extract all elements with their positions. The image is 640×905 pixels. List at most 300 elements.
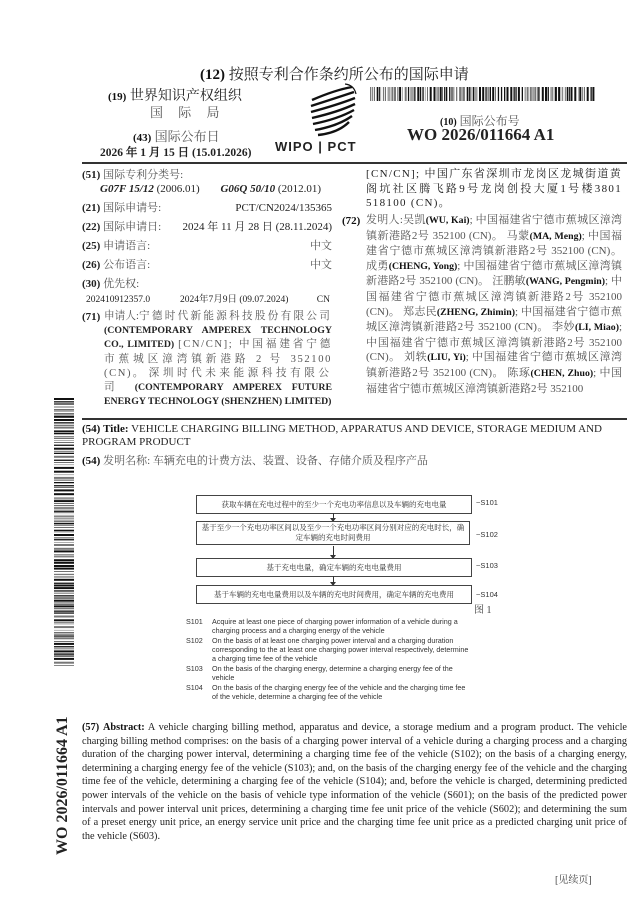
barcode-bar: [54, 565, 74, 567]
barcode-bar: [54, 532, 74, 533]
barcode-bar: [515, 87, 516, 101]
barcode-bar: [487, 87, 488, 101]
applicant-label: 申请人:: [104, 311, 139, 322]
barcode-bar: [427, 87, 428, 101]
legend-id: S104: [186, 683, 203, 692]
abstract: [82, 721, 627, 843]
barcode-bar: [54, 467, 74, 469]
barcode-bar: [420, 87, 421, 101]
barcode-bar: [54, 662, 74, 664]
barcode-bar: [402, 87, 403, 101]
legend-text: On the basis of the charging energy fee of the vehicle and the charging time fee of the vehicle, determine a charging fee of the vehicle: [212, 683, 466, 701]
appno-label: 国际申请号:: [103, 202, 162, 214]
abstract-code: (57): [82, 722, 100, 733]
barcode-bar: [561, 87, 562, 101]
barcode-bar: [54, 556, 74, 557]
barcode-bar: [54, 487, 74, 488]
inventor-label: 发明人:: [366, 214, 403, 226]
barcode-bar: [54, 448, 74, 450]
barcode-bar: [54, 515, 74, 516]
legend-id: S102: [186, 636, 203, 645]
barcode-bar: [54, 534, 74, 536]
title-english: [82, 423, 627, 449]
barcode-bar: [454, 87, 455, 101]
applicant-field: [82, 310, 332, 408]
barcode-bar: [54, 608, 74, 609]
barcode-bar: [54, 562, 74, 564]
barcode-bar: [54, 653, 74, 654]
barcode-bar: [54, 460, 74, 461]
applicant-address-2: [CN/CN]; 中国广东省深圳市龙岗区龙城街道黄阁坑社区腾飞路9号龙岗创投大厦1号楼3801 518100 (CN)。: [366, 168, 622, 210]
barcode-bar: [551, 87, 552, 101]
barcode-bar: [492, 87, 494, 101]
inventor-name-en: (WANG, Pengmin): [525, 276, 605, 288]
barcode-bar: [410, 87, 411, 101]
barcode-bar: [442, 87, 443, 101]
legend-id: S103: [186, 664, 203, 673]
barcode-bar: [54, 493, 74, 495]
barcode-bar: [54, 442, 74, 443]
barcode-bar: [54, 436, 74, 437]
bureau: 国 际 局: [150, 105, 226, 120]
barcode-bar: [504, 87, 505, 101]
inventor-address: ; 中国福建省宁德市蕉城区漳湾镇新港路2号 352100 (CN)。: [366, 229, 623, 258]
pub-lang-code: (26): [82, 259, 101, 271]
barcode-bar: [391, 87, 393, 101]
barcode-bar: [54, 650, 74, 652]
flow-step-s101: 获取车辆在充电过程中的至少一个充电功率信息以及车辆的充电电量: [196, 495, 472, 514]
barcode-bar: [54, 611, 74, 612]
barcode-bar: [475, 87, 476, 101]
title-en-text: VEHICLE CHARGING BILLING METHOD, APPARATUS AND DEVICE, STORAGE MEDIUM AND PROGRAM PRODUCT: [82, 423, 602, 448]
barcode-bar: [54, 516, 74, 517]
pubdate-code: (43): [133, 132, 152, 144]
header-divider: [82, 162, 627, 164]
continued-note: [见续页]: [555, 875, 592, 886]
barcode-bar: [54, 500, 74, 502]
flow-label-s102: ~S102: [476, 530, 498, 539]
barcode-bar: [54, 482, 74, 483]
flow-label-s101: ~S101: [476, 498, 498, 507]
barcode-bar: [437, 87, 438, 101]
barcode-bar: [54, 498, 74, 499]
inventor-address: ; 中国福建省宁德市蕉城区漳湾镇新港路2号 352100 (CN)。: [366, 305, 622, 334]
barcode-bar: [54, 403, 74, 404]
doc-type-text: 按照专利合作条约所公布的国际申请: [228, 67, 469, 83]
applicant-name-en-1: (CONTEMPORARY AMPEREX TECHNOLOGY CO., LIMITED): [104, 325, 332, 351]
barcode-bar: [444, 87, 445, 101]
inventor-name-zh: 李妙: [552, 321, 575, 334]
barcode-bar: [54, 630, 74, 631]
applicant-name-en-2: (CONTEMPORARY AMPEREX FUTURE ENERGY TECHNOLOGY (SHENZHEN) LIMITED): [104, 382, 332, 408]
ipc-2-version: (2012.01): [277, 183, 321, 195]
barcode-side-icon: [54, 398, 74, 666]
filing-language: 中文: [310, 240, 332, 252]
applicant-code: (71): [82, 311, 101, 323]
barcode-bar: [54, 579, 74, 581]
ipc-2: G06Q 50/10: [220, 183, 276, 195]
abstract-text: A vehicle charging billing method, apparatus and device, a storage medium and a program product. The vehicle charging billing method comprises: on the basis of a charging power interval of a vehicle during a charging process and a charging duration of the charging power interval, determining a charging time fee of the vehicle (S102); on the basis of a charging energy, determining a charging energy fee of the vehicle (S103); and, on the basis of the charging energy fee of the vehicle and the charging time fee of the vehicle, determining a charging fee of the vehicle (S104); and, before the vehicle is charged, determining predicted power intervals of the vehicle on the basis of vehicle type information of the vehicle (S601); on the basis of the predicted power intervals and power interval unit prices, determining a charging time fee unit price of the vehicle (S602); and determining the sum of a preset energy unit price, an energy service unit price and the charging time fee unit price as a predicted charging unit price of the vehicle (S603).: [82, 722, 627, 842]
barcode-bar: [414, 87, 415, 101]
barcode-bar: [54, 523, 74, 524]
barcode-bar: [565, 87, 566, 101]
barcode-bar: [477, 87, 478, 101]
flow-label-s102-text: S102: [480, 530, 498, 539]
barcode-bar: [54, 513, 74, 514]
barcode-bar: [397, 87, 398, 101]
inventor-name-en: (ZHENG, Zhimin): [436, 306, 515, 318]
barcode-bar: [54, 554, 74, 555]
barcode-bar: [54, 646, 74, 647]
inventor-name-zh: 郑志民: [403, 305, 437, 318]
barcode-bar: [463, 87, 465, 101]
inventor-name-zh: 汪鹏敏: [492, 275, 526, 288]
barcode-bar: [54, 409, 74, 410]
barcode-bar: [54, 559, 74, 561]
applicant-address-1: [CN/CN]; 中国福建省宁德市蕉城区漳湾镇新港路 2 号 352100 (CN)。: [104, 339, 332, 379]
filing-language-field: [82, 239, 332, 253]
barcode-bar: [54, 419, 74, 421]
barcode-bar: [54, 407, 74, 408]
inventor-name-zh: 陈琢: [507, 366, 531, 379]
doc-type-code: (12): [200, 67, 225, 83]
flow-arrow: [333, 513, 334, 521]
inventor-address: ; 中国福建省宁德市蕉城区漳湾镇新港路2号 352100: [366, 366, 623, 395]
barcode-bar: [538, 87, 539, 101]
barcode-bar: [385, 87, 386, 101]
barcode-bar: [408, 87, 409, 101]
barcode-bar: [54, 634, 74, 635]
barcode-bar: [381, 87, 382, 101]
barcode-top-icon: [370, 87, 595, 101]
barcode-bar: [54, 507, 74, 508]
barcode-bar: [555, 87, 557, 101]
publication-language-field: [82, 258, 332, 272]
barcode-bar: [54, 471, 74, 473]
barcode-bar: [539, 87, 540, 101]
barcode-bar: [587, 87, 589, 101]
inventor-name-zh: 成勇: [366, 259, 389, 272]
barcode-bar: [54, 604, 74, 605]
barcode-bar: [54, 587, 74, 589]
barcode-bar: [54, 503, 74, 504]
barcode-bar: [54, 658, 74, 660]
barcode-bar: [489, 87, 490, 101]
barcode-bar: [54, 462, 74, 463]
ipc-1-version: (2006.01): [156, 183, 200, 195]
figure-label: 图 1: [474, 605, 492, 616]
barcode-bar: [552, 87, 553, 101]
barcode-bar: [54, 413, 74, 414]
application-date-field: [82, 220, 332, 234]
barcode-bar: [430, 87, 432, 101]
publication-date: 2026 年 1 月 15 日 (15.01.2026): [100, 147, 252, 159]
barcode-bar: [54, 635, 74, 636]
barcode-bar: [54, 430, 74, 432]
barcode-bar: [54, 530, 74, 531]
application-number-field: [82, 201, 332, 215]
barcode-bar: [390, 87, 391, 101]
inventor-name-zh: 刘轶: [404, 351, 428, 364]
barcode-bar: [54, 519, 74, 520]
barcode-bar: [54, 602, 74, 603]
inventor-name-en: (WU, Kai): [425, 215, 470, 226]
barcode-bar: [456, 87, 457, 101]
barcode-bar: [490, 87, 491, 101]
barcode-bar: [394, 87, 396, 101]
applicant-name-zh-2: 深圳时代未来能源科技有限公司: [104, 367, 332, 394]
barcode-bar: [54, 527, 74, 528]
barcode-bar: [558, 87, 560, 101]
barcode-bar: [54, 548, 74, 550]
barcode-bar: [54, 520, 74, 522]
barcode-bar: [54, 433, 74, 434]
barcode-bar: [438, 87, 439, 101]
barcode-bar: [510, 87, 512, 101]
barcode-bar: [54, 643, 74, 645]
barcode-bar: [592, 87, 594, 101]
barcode-bar: [54, 616, 74, 618]
barcode-bar: [548, 87, 549, 101]
barcode-bar: [545, 87, 547, 101]
barcode-bar: [583, 87, 584, 101]
inventor-list: [366, 214, 622, 395]
barcode-bar: [54, 576, 74, 577]
barcode-bar: [485, 87, 486, 101]
barcode-bar: [571, 87, 573, 101]
biblio-divider: [82, 418, 627, 420]
ipc-code: (51): [82, 169, 101, 181]
barcode-bar: [482, 87, 484, 101]
barcode-bar: [54, 489, 74, 491]
barcode-bar: [54, 525, 74, 526]
barcode-bar: [54, 641, 74, 642]
inventor-name-en: (CHEN, Zhuo): [530, 367, 594, 379]
barcode-bar: [383, 87, 384, 101]
barcode-bar: [54, 475, 74, 476]
barcode-bar: [501, 87, 502, 101]
barcode-bar: [54, 595, 74, 596]
barcode-bar: [54, 612, 74, 613]
barcode-bar: [54, 585, 74, 587]
legend-id: S101: [186, 617, 203, 626]
barcode-bar: [542, 87, 544, 101]
priority-date: 2024年7月9日 (09.07.2024): [180, 295, 289, 305]
barcode-bar: [379, 87, 380, 101]
inventor-address: ; 中国福建省宁德市蕉城区漳湾镇新港路2号 352100 (CN)。: [366, 351, 623, 379]
priority-number: 202410912357.0: [86, 295, 151, 305]
barcode-bar: [54, 465, 74, 466]
barcode-bar: [54, 550, 74, 552]
barcode-bar: [451, 87, 453, 101]
barcode-bar: [54, 624, 74, 625]
barcode-bar: [54, 445, 74, 446]
title-zh-text: 车辆充电的计费方法、装置、设备、存储介质及程序产品: [152, 455, 428, 467]
barcode-bar: [591, 87, 592, 101]
flow-step-s102: 基于至少一个充电功率区间以及至少一个充电功率区间分别对应的充电时长，确定车辆的充电时间费用: [196, 521, 470, 545]
barcode-bar: [422, 87, 423, 101]
inventor-name-zh: 吴凯: [402, 214, 426, 226]
priority-code: (30): [82, 278, 101, 290]
barcode-bar: [54, 425, 74, 426]
barcode-bar: [584, 87, 585, 101]
ipc-label: 国际专利分类号:: [103, 169, 184, 181]
publication-language: 中文: [310, 259, 332, 271]
legend-text: On the basis of at least one charging power interval and a charging duration corresponding to the at least one charging power interval respectively, determine a charging time fee of the vehicle: [212, 636, 469, 663]
appdate-label: 国际申请日:: [103, 221, 162, 233]
barcode-bar: [54, 605, 74, 607]
barcode-bar: [417, 87, 419, 101]
barcode-bar: [469, 87, 470, 101]
barcode-bar: [374, 87, 375, 101]
abstract-label: Abstract:: [102, 722, 145, 733]
barcode-bar: [54, 626, 74, 628]
barcode-bar: [54, 593, 74, 594]
pubnum-label-text: 国际公布号: [459, 114, 520, 128]
barcode-bar: [434, 87, 436, 101]
barcode-bar: [54, 511, 74, 512]
barcode-bar: [579, 87, 581, 101]
barcode-bar: [473, 87, 474, 101]
applicant-name-zh-1: 宁德时代新能源科技股份有限公司: [138, 311, 332, 322]
barcode-bar: [554, 87, 555, 101]
inventor-name-en: (LI, Miao): [574, 322, 619, 334]
barcode-bar: [370, 87, 371, 101]
barcode-bar: [54, 422, 74, 423]
barcode-bar: [54, 623, 74, 624]
barcode-bar: [54, 401, 74, 402]
barcode-bar: [54, 632, 74, 633]
barcode-bar: [495, 87, 496, 101]
barcode-bar: [54, 410, 74, 411]
inventor-name-en: (MA, Meng): [529, 230, 582, 242]
title-zh-label: 发明名称:: [103, 455, 151, 467]
barcode-bar: [54, 416, 74, 418]
barcode-bar: [373, 87, 374, 101]
legend-text: Acquire at least one piece of charging power information of a vehicle during a charging process and a charging energy of the vehicle: [212, 617, 458, 635]
barcode-bar: [54, 542, 74, 543]
flow-arrow: [333, 576, 334, 585]
priority-country: CN: [316, 295, 330, 305]
org-code: (19): [108, 91, 127, 103]
inventor-address: ; 中国福建省宁德市蕉城区漳湾镇新港路2号 352100 (CN)。: [366, 275, 622, 318]
barcode-bar: [472, 87, 473, 101]
barcode-bar: [54, 537, 74, 538]
barcode-bar: [54, 654, 74, 655]
barcode-bar: [467, 87, 468, 101]
barcode-bar: [527, 87, 529, 101]
filing-lang-code: (25): [82, 240, 101, 252]
title-en-code: (54): [82, 423, 101, 435]
side-publication-number: WO 2026/011664 A1: [54, 716, 71, 855]
barcode-bar: [54, 480, 74, 481]
barcode-bar: [498, 87, 499, 101]
publication-number: WO 2026/011664 A1: [407, 125, 555, 144]
barcode-bar: [54, 453, 74, 454]
inventors-field: [366, 213, 622, 396]
barcode-bar: [578, 87, 579, 101]
appno-code: (21): [82, 202, 101, 214]
barcode-bar: [54, 544, 74, 546]
pubnum-code: (10): [440, 117, 457, 128]
inventor-name-zh: 马蒙: [506, 229, 530, 242]
barcode-bar: [574, 87, 576, 101]
inventor-address: ; 中国福建省宁德市蕉城区漳湾镇新港路2号 352100 (CN)。: [366, 321, 623, 364]
pubdate-label: [133, 126, 220, 145]
flow-arrow: [333, 546, 334, 558]
barcode-bar: [54, 649, 74, 650]
barcode-bar: [507, 87, 509, 101]
barcode-bar: [54, 539, 74, 540]
barcode-bar: [479, 87, 481, 101]
barcode-bar: [532, 87, 533, 101]
priority-label: 优先权:: [103, 278, 140, 290]
flow-label-s101-text: S101: [480, 498, 498, 507]
flow-step-s103: 基于充电电量，确定车辆的充电电量费用: [196, 558, 472, 577]
barcode-bar: [54, 568, 74, 570]
legend-text: On the basis of the charging energy, determine a charging energy fee of the vehicle: [212, 664, 453, 682]
barcode-bar: [54, 508, 74, 509]
inventor-name-en: (LIU, Yi): [427, 352, 466, 364]
barcode-bar: [54, 404, 74, 405]
barcode-bar: [567, 87, 568, 101]
barcode-bar: [449, 87, 450, 101]
inventor-address: ; 中国福建省宁德市蕉城区漳湾镇新港路2号 352100 (CN)。: [366, 259, 622, 288]
title-chinese: [82, 452, 428, 468]
barcode-bar: [514, 87, 515, 101]
barcode-bar: [54, 451, 74, 452]
barcode-bar: [530, 87, 532, 101]
barcode-bar: [522, 87, 523, 101]
barcode-bar: [54, 637, 74, 639]
barcode-bar: [54, 571, 74, 572]
ipc-1: G07F 15/12: [100, 183, 154, 195]
barcode-bar: [471, 87, 472, 101]
barcode-bar: [377, 87, 378, 101]
title-zh-code: (54): [82, 455, 101, 467]
barcode-bar: [54, 415, 74, 416]
barcode-bar: [54, 427, 74, 429]
barcode-bar: [388, 87, 389, 101]
barcode-bar: [399, 87, 401, 101]
barcode-bar: [54, 666, 74, 667]
wipo-pct-text: WIPO | PCT: [275, 139, 357, 154]
barcode-bar: [54, 438, 74, 439]
barcode-bar: [54, 485, 74, 486]
pub-lang-label: 公布语言:: [103, 259, 151, 271]
barcode-bar: [534, 87, 536, 101]
barcode-bar: [54, 583, 74, 584]
barcode-bar: [563, 87, 564, 101]
barcode-bar: [54, 505, 74, 506]
inventor-code: (72): [342, 215, 361, 227]
ipc-field: [82, 168, 332, 196]
barcode-bar: [54, 597, 74, 599]
barcode-bar: [518, 87, 520, 101]
barcode-bar: [54, 497, 74, 498]
barcode-bar: [54, 440, 74, 441]
barcode-bar: [440, 87, 442, 101]
barcode-bar: [54, 398, 74, 400]
flow-label-s103: ~S103: [476, 561, 498, 570]
barcode-bar: [459, 87, 461, 101]
title-en-label: Title:: [103, 423, 129, 435]
priority-field: [82, 277, 332, 307]
application-date: 2024 年 11 月 28 日 (28.11.2024): [182, 221, 332, 233]
barcode-bar: [54, 477, 74, 479]
flow-label-s104: ~S104: [476, 590, 498, 599]
document-type: [200, 63, 469, 84]
